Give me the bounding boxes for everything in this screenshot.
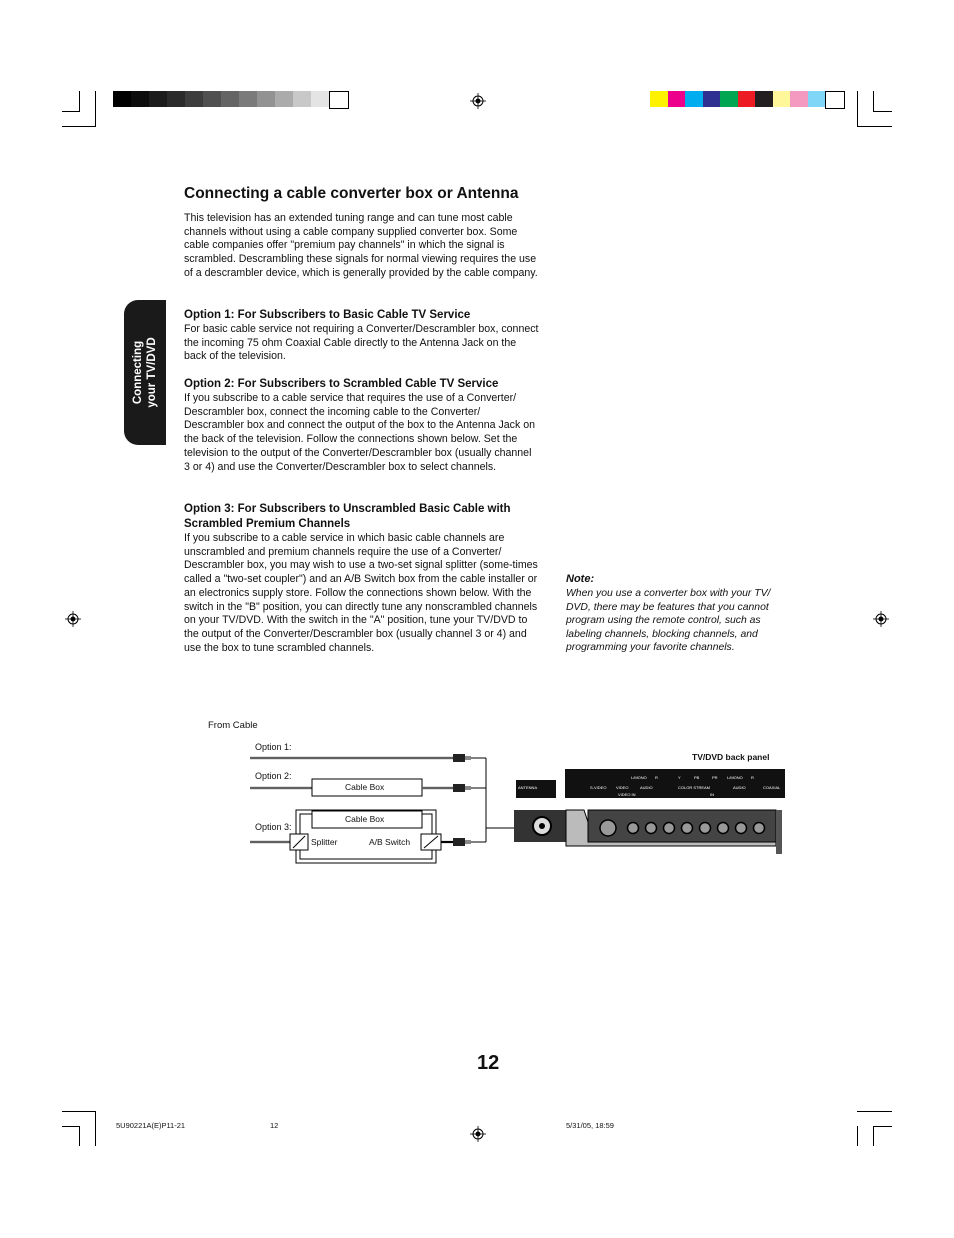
gray-swatch: [221, 91, 239, 107]
gray-swatch: [167, 91, 185, 107]
panel-label-row: [518, 773, 783, 799]
registration-mark-icon: [470, 93, 486, 109]
cable-connector: [453, 838, 465, 846]
panel-label-pr: PR: [712, 775, 718, 780]
panel-label-lmono-2: L/MONO: [727, 775, 743, 780]
gray-swatch: [257, 91, 275, 107]
color-swatch: [790, 91, 808, 107]
footer-page: 12: [270, 1121, 279, 1130]
gray-swatch: [239, 91, 257, 107]
color-swatch: [773, 91, 791, 107]
crop-mark: [95, 1111, 96, 1146]
panel-label-coaxial: COAXIAL: [763, 785, 781, 790]
panel-label-r-2: R: [751, 775, 754, 780]
rca-jack-icon: [736, 823, 747, 834]
section-side-tab: [124, 300, 166, 445]
gray-swatch: [329, 91, 349, 109]
panel-label-video-in: VIDEO IN: [618, 792, 636, 797]
gray-swatch: [311, 91, 329, 107]
registration-mark-icon: [873, 611, 889, 627]
option3-label: Option 3:: [255, 822, 292, 832]
panel-label-svideo: S-VIDEO: [590, 785, 607, 790]
crop-mark: [873, 1126, 892, 1127]
cable-box-label-2: Cable Box: [345, 814, 385, 824]
cable-connector: [465, 840, 471, 844]
gray-swatch: [275, 91, 293, 107]
crop-mark: [857, 91, 858, 127]
side-tab-line1: Connecting: [132, 340, 144, 405]
crop-mark: [857, 126, 892, 127]
antenna-jack-icon: [539, 823, 545, 829]
rca-jack-icon: [700, 823, 711, 834]
color-swatch: [738, 91, 756, 107]
cable-connector: [453, 754, 465, 762]
crop-mark: [79, 91, 80, 111]
ab-switch-label: A/B Switch: [369, 837, 411, 847]
gray-swatch: [113, 91, 131, 107]
panel-label-y: Y: [678, 775, 681, 780]
rca-jack-icon: [754, 823, 765, 834]
option2-title: Option 2: For Subscribers to Scrambled Cable TV Service: [184, 378, 499, 390]
rca-jack-icon: [646, 823, 657, 834]
gray-swatch: [293, 91, 311, 107]
option1-label: Option 1:: [255, 742, 292, 752]
option2-body: If you subscribe to a cable service that requires the use of a Converter/ Descrambler box, connect the incoming cable to the Converter/ Descrambler box and connect the output of the box to the Antenna Jack on the back of the television. Follow the connections shown below. Set the television to the output of the Converter/Descrambler box (usually channel 3 or 4) and use the Converter/Descrambler box to select channels.: [184, 392, 536, 473]
option3-body: If you subscribe to a cable service in which basic cable channels are unscrambled and premium channels require the use of a Converter/ Descrambler box, you may wish to use a two-set signal splitter (some-times called a "two-set coupler") and an A/B Switch box from the cable installer or an electronics supply store. Follow the connections shown below. With the switch in the "B" position, you can directly tune any nonscrambled channels on your TV/DVD. With the switch in the "A" position, tune your TV/DVD to the output of the Converter/Descrambler box (usually channel 3 or 4) and use the box to tune scrambled channels.: [184, 532, 538, 654]
panel-label-antenna: ANTENNA: [518, 785, 538, 790]
footer-file: 5U90221A(E)P11-21: [116, 1121, 186, 1130]
color-swatch: [650, 91, 668, 107]
option3-title: Option 3: For Subscribers to Unscrambled Basic Cable with Scrambled Premium Channels: [184, 503, 511, 530]
color-swatch: [720, 91, 738, 107]
crop-mark: [873, 1126, 874, 1146]
color-swatch: [703, 91, 721, 107]
panel-label-r: R: [655, 775, 658, 780]
panel-label-lmono: L/MONO: [631, 775, 647, 780]
page-number: 12: [477, 1052, 500, 1074]
registration-mark-icon: [65, 611, 81, 627]
color-swatch: [755, 91, 773, 107]
color-swatch: [668, 91, 686, 107]
crop-mark: [62, 126, 96, 127]
cable-connector: [465, 786, 471, 790]
crop-mark: [79, 1126, 80, 1146]
crop-mark: [873, 111, 892, 112]
crop-mark: [62, 111, 80, 112]
splitter-label: Splitter: [311, 837, 338, 847]
note-heading: Note:: [566, 573, 595, 585]
option2-label: Option 2:: [255, 771, 292, 781]
color-swatch: [685, 91, 703, 107]
option1-body: For basic cable service not requiring a Converter/Descrambler box, connect the incoming 75 ohm Coaxial Cable directly to the Antenna Jack on the back of the television.: [184, 323, 539, 363]
footer-date: 5/31/05, 18:59: [566, 1121, 614, 1130]
note-body: When you use a converter box with your TV/ DVD, there may be features that you cannot program using the remote control, such as labeling channels, blocking channels, and programming your favorite channels.: [566, 588, 771, 654]
crop-mark: [857, 1111, 892, 1112]
from-cable-label: From Cable: [208, 720, 258, 731]
cable-box-label-1: Cable Box: [345, 782, 385, 792]
rca-jack-icon: [628, 823, 639, 834]
page-heading: Connecting a cable converter box or Antenna: [184, 185, 519, 202]
cable-connector: [465, 756, 471, 760]
gray-swatch: [185, 91, 203, 107]
gray-swatch: [131, 91, 149, 107]
side-tab-line2: your TV/DVD: [146, 337, 158, 408]
panel-label-video: VIDEO: [616, 785, 629, 790]
crop-mark: [62, 1111, 96, 1112]
panel-label-audio: AUDIO: [640, 785, 653, 790]
panel-label-audio-2: AUDIO: [733, 785, 746, 790]
back-panel-title: TV/DVD back panel: [692, 752, 770, 762]
s-video-jack-icon: [600, 820, 616, 836]
panel-label-color-stream: COLOR STREAM: [678, 785, 711, 790]
color-swatch: [808, 91, 826, 107]
cable-connector: [453, 784, 465, 792]
rca-jack-icon: [664, 823, 675, 834]
rca-jack-icon: [718, 823, 729, 834]
gray-swatch: [149, 91, 167, 107]
intro-paragraph: This television has an extended tuning range and can tune most cable channels without using a cable company supplied converter box. Some cable companies offer "premium pay channels" in which the signal is scrambled. Descrambling these signals for normal viewing requires the use of a descrambler device, which is generally provided by the cable company.: [184, 212, 538, 279]
crop-mark: [873, 91, 874, 111]
connection-diagram: [248, 732, 538, 872]
crop-mark: [62, 1126, 80, 1127]
color-swatch: [825, 91, 845, 109]
crop-mark: [95, 91, 96, 127]
registration-mark-icon: [470, 1126, 486, 1142]
gray-swatch: [203, 91, 221, 107]
panel-label-in: IN: [710, 792, 714, 797]
rca-jack-icon: [682, 823, 693, 834]
crop-mark: [857, 1126, 858, 1146]
panel-edge: [776, 810, 782, 854]
option1-title: Option 1: For Subscribers to Basic Cable TV Service: [184, 309, 471, 321]
panel-label-pb: PB: [694, 775, 700, 780]
